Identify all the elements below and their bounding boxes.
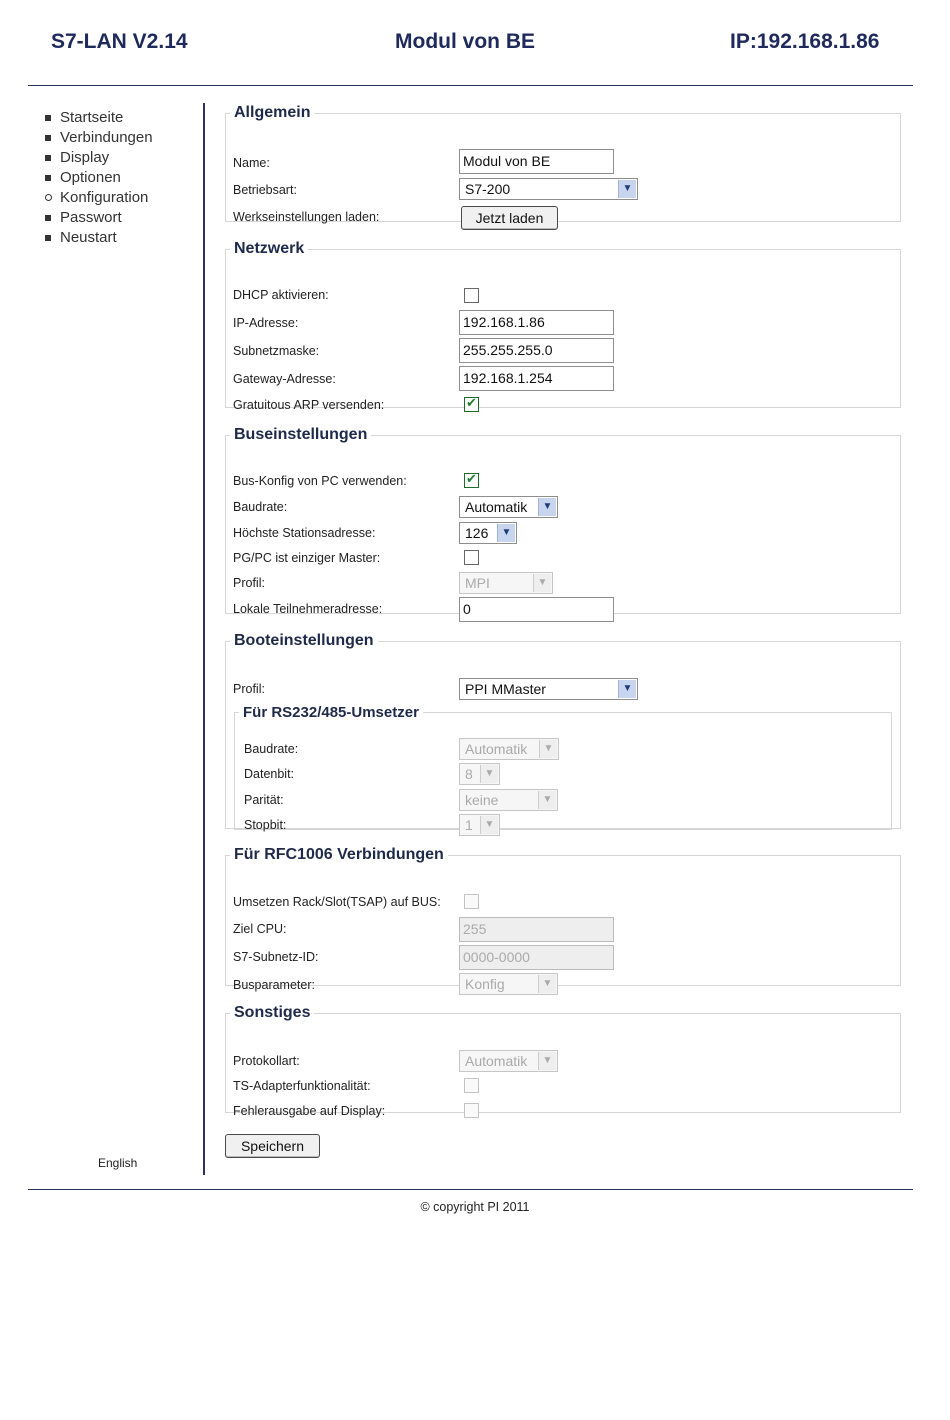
subnetz-id-field[interactable]: 0000-0000 [459, 945, 614, 970]
arp-checkbox[interactable] [464, 397, 479, 412]
ts-adapter-label: TS-Adapterfunktionalität: [233, 1079, 371, 1093]
subsection-title: Für RS232/485-Umsetzer [243, 704, 419, 721]
section-bus [225, 426, 901, 617]
section-boot [225, 632, 901, 833]
select-value: 126 [465, 525, 489, 541]
busparameter-select[interactable] [459, 973, 558, 995]
ip-label: IP-Adresse: [233, 316, 299, 330]
subnet-field[interactable]: 255.255.255.0 [459, 338, 614, 363]
square-bullet-icon [45, 135, 51, 141]
square-bullet-icon [45, 155, 51, 161]
square-bullet-icon [45, 215, 51, 221]
fehlerausgabe-checkbox[interactable] [464, 1103, 479, 1118]
nav-label: Startseite [60, 109, 124, 126]
profil-label: Profil: [233, 576, 265, 590]
baudrate-select[interactable] [459, 496, 558, 518]
section-title: Allgemein [234, 104, 311, 121]
rs-baudrate-select[interactable] [459, 738, 559, 760]
nav-item-neustart[interactable] [45, 228, 153, 248]
nav-item-display[interactable] [45, 148, 153, 168]
gateway-label: Gateway-Adresse: [233, 372, 336, 386]
hsa-label: Höchste Stationsadresse: [233, 526, 376, 540]
section-title: Netzwerk [234, 240, 305, 257]
ip-field[interactable]: 192.168.1.86 [459, 310, 614, 335]
chevron-down-icon: ▼ [539, 740, 557, 758]
chevron-down-icon: ▼ [538, 498, 556, 516]
rs-baudrate-label: Baudrate: [244, 742, 299, 756]
boot-profil-select[interactable] [459, 678, 638, 700]
name-label: Name: [233, 156, 270, 170]
nav-label: Optionen [60, 169, 121, 186]
umsetzen-label: Umsetzen Rack/Slot(TSAP) auf BUS: [233, 895, 441, 909]
gateway-field[interactable]: 192.168.1.254 [459, 366, 614, 391]
square-bullet-icon [45, 115, 51, 121]
nav-label: Passwort [60, 209, 122, 226]
sidebar-nav [45, 108, 153, 248]
werks-label: Werkseinstellungen laden: [233, 210, 380, 224]
circle-bullet-icon [45, 194, 52, 201]
subsection-rs232 [234, 704, 892, 833]
section-title: Booteinstellungen [234, 632, 374, 649]
section-title: Für RFC1006 Verbindungen [234, 846, 444, 863]
protokoll-select[interactable] [459, 1050, 558, 1072]
header-divider [28, 85, 913, 86]
speichern-button[interactable]: Speichern [225, 1134, 320, 1158]
datenbit-select[interactable] [459, 763, 500, 785]
section-sonstiges [225, 1004, 901, 1118]
buskonfig-checkbox[interactable] [464, 473, 479, 488]
betriebsart-label: Betriebsart: [233, 183, 297, 197]
section-rfc1006 [225, 846, 901, 992]
section-title: Buseinstellungen [234, 426, 368, 443]
select-value: Automatik [465, 741, 528, 757]
ziel-cpu-label: Ziel CPU: [233, 922, 287, 936]
stopbit-select[interactable] [459, 814, 500, 836]
dhcp-label: DHCP aktivieren: [233, 288, 329, 302]
stopbit-label: Stopbit: [244, 818, 287, 832]
select-value: 8 [465, 766, 473, 782]
arp-label: Gratuitous ARP versenden: [233, 398, 385, 412]
chevron-down-icon: ▼ [538, 975, 556, 993]
section-netzwerk [225, 240, 901, 412]
chevron-down-icon: ▼ [480, 765, 498, 783]
subnetz-id-label: S7-Subnetz-ID: [233, 950, 319, 964]
name-field[interactable]: Modul von BE [459, 149, 614, 174]
nav-label: Display [60, 149, 110, 166]
fehlerausgabe-label: Fehlerausgabe auf Display: [233, 1104, 386, 1118]
hsa-select[interactable] [459, 522, 517, 544]
nav-item-optionen[interactable] [45, 168, 153, 188]
subnet-label: Subnetzmaske: [233, 344, 320, 358]
select-value: S7-200 [465, 181, 511, 197]
select-value: keine [465, 792, 499, 808]
chevron-down-icon: ▼ [538, 791, 556, 809]
nav-item-passwort[interactable] [45, 208, 153, 228]
master-label: PG/PC ist einziger Master: [233, 551, 381, 565]
nav-item-startseite[interactable] [45, 108, 153, 128]
copyright-text: © copyright PI 2011 [420, 1200, 530, 1214]
square-bullet-icon [45, 235, 51, 241]
buskonfig-label: Bus-Konfig von PC verwenden: [233, 474, 407, 488]
section-title: Sonstiges [234, 1004, 311, 1021]
footer-divider [28, 1189, 913, 1190]
chevron-down-icon: ▼ [533, 574, 551, 592]
chevron-down-icon: ▼ [618, 180, 636, 198]
product-title: S7-LAN V2.14 [51, 30, 188, 53]
section-allgemein [225, 104, 901, 226]
dhcp-checkbox[interactable] [464, 288, 479, 303]
boot-profil-label: Profil: [233, 682, 265, 696]
select-value: 1 [465, 817, 473, 833]
nav-label: Verbindungen [60, 129, 153, 146]
nav-label: Neustart [60, 229, 117, 246]
nav-item-konfiguration[interactable] [45, 188, 153, 208]
lokal-label: Lokale Teilnehmeradresse: [233, 602, 383, 616]
select-value: MPI [465, 575, 490, 591]
master-checkbox[interactable] [464, 550, 479, 565]
nav-label: Konfiguration [60, 189, 149, 206]
ts-adapter-checkbox[interactable] [464, 1078, 479, 1093]
ip-title: IP:192.168.1.86 [730, 30, 880, 53]
paritaet-label: Parität: [244, 793, 284, 807]
protokoll-label: Protokollart: [233, 1054, 300, 1068]
select-value: Konfig [465, 976, 505, 992]
nav-item-verbindungen[interactable] [45, 128, 153, 148]
lokal-field[interactable]: 0 [459, 597, 614, 622]
datenbit-label: Datenbit: [244, 767, 295, 781]
chevron-down-icon: ▼ [497, 524, 515, 542]
jetzt-laden-button[interactable]: Jetzt laden [461, 206, 558, 230]
sidebar-divider [203, 103, 205, 1175]
betriebsart-select[interactable] [459, 178, 638, 200]
chevron-down-icon: ▼ [618, 680, 636, 698]
profil-select[interactable] [459, 572, 553, 594]
chevron-down-icon: ▼ [538, 1052, 556, 1070]
ziel-cpu-field[interactable]: 255 [459, 917, 614, 942]
busparameter-label: Busparameter: [233, 978, 315, 992]
module-title: Modul von BE [395, 30, 535, 53]
chevron-down-icon: ▼ [480, 816, 498, 834]
paritaet-select[interactable] [459, 789, 558, 811]
language-link[interactable]: English [98, 1156, 138, 1170]
umsetzen-checkbox[interactable] [464, 894, 479, 909]
select-value: Automatik [465, 499, 528, 515]
select-value: Automatik [465, 1053, 528, 1069]
select-value: PPI MMaster [465, 681, 546, 697]
baudrate-label: Baudrate: [233, 500, 288, 514]
square-bullet-icon [45, 175, 51, 181]
